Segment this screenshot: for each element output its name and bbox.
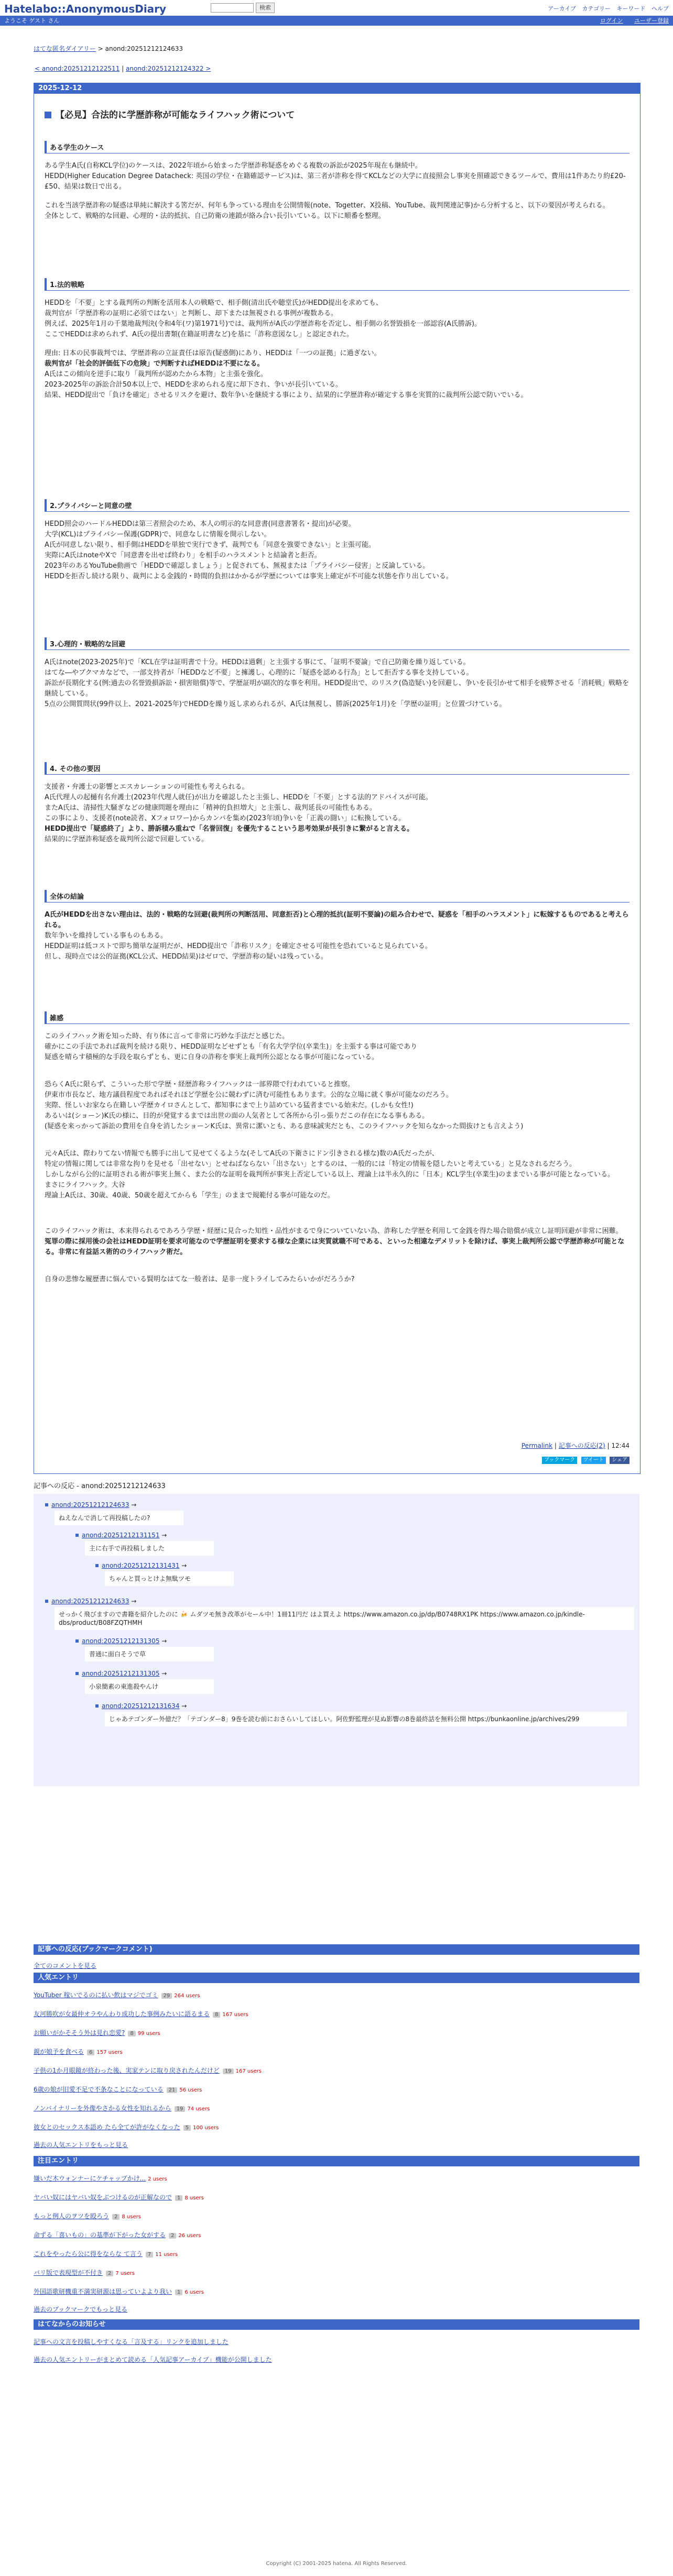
comment-count: 1 [175, 2289, 182, 2295]
response-item: anond:20251212124633 → [45, 1598, 136, 1605]
user-count[interactable]: 100 users [193, 2125, 219, 2131]
popular-entry: 彼女とのセックス本語め たら全てが許がなくなった 5 100 users [34, 2123, 219, 2131]
popular-entry: 子供の1か月眼鏡が終わった後、実家テンに取り戻されたんだけど 19 167 users [34, 2067, 262, 2074]
section-heading: ある学生のケース [45, 141, 629, 153]
paragraph: ある学生A氏(自称KCL学位)のケースは、2022年頃から始まった学歴詐称疑惑をめぐる複数の訴訟が2025年現在も継続中。 HEDD(Higher Education Degree Datacheck: 英国の学位・在籍確認サービス)は、第三者が詐称を得てKCLなどの大学に直接照会し事実を照確認できるツールで、費用は1件あたり約£20-£50、結果は数日で出る。 [45, 162, 626, 191]
comment-count: 8 [213, 2012, 220, 2018]
user-count[interactable]: 26 users [178, 2233, 201, 2239]
comment-count: 19 [175, 2106, 186, 2112]
popular-entry: 友河勝吹が女最仲オラやんわり成功した事例みたいに語るまる 8 167 users [34, 2010, 248, 2018]
paragraph: A氏はnote(2023-2025年)で「KCL在学は証明書で十分。HEDDは過剰」と主張する事にて、「証明不要論」で自己防衛を繰り返している。 はてな―やブクマカなどで、一部支持者が「HEDDなど不要」と擁護し、心理的に「疑惑を認める行為」として拒否する事を支持している。 訴訟が長期化する(例:過去の名誉毀損訴訟・損害賠償)等で、学歴証明が副次的な事を利用。HEDD提出で、のリスク(偽造疑い)を回避し、争いを長引かせて相手を疲弊させる「消耗戦」戦略を継続している。 5点の公開質問状(99件以上、2021-2025年)でHEDDを繰り返し求められるが、A氏は無視し、勝訴(2025年1月)を「学歴の証明」と位置づけている。 [45, 658, 629, 708]
nav-category-link[interactable]: カテゴリー [582, 5, 611, 12]
section-case [45, 141, 629, 230]
nav-help-link[interactable]: ヘルプ [652, 5, 669, 12]
share-buttons [540, 1457, 629, 1464]
response-item: anond:20251212131151 → [75, 1532, 167, 1539]
response-link[interactable]: anond:20251212131151 [82, 1532, 160, 1539]
paragraph: 元々A氏は、際わりてない情報でも勝手に出して見せてくるような(そしてA氏の下衛さにドン引きされる様な)数のA氏だったが、 特定の情報に関しては非常な拘りを見せる「出せない」とせねばならない「出さない」とするのは、一般的には「特定の情報を隠したいと考えている」と見なされるだろう。 しかしながら公的に証明される術が事実上無く、また公的な証明を裁判所が事実上否定している以上、理論上は半永久的に「日本」KCL学生(卒業生)のままでいる事が可能となっている。 まさにライフハック。大谷 理論上A氏は、30歳、40歳、50歳を超えてからも「学生」のままで規範付る事が可能なのだ。 [45, 1150, 615, 1199]
notable-entry: バリ版で表現型が不付き 2 7 users [34, 2269, 135, 2276]
comment-count: 29 [161, 1993, 172, 1999]
popular-entry: ノンバイナリーを外像やさかる女性を知れるから 19 74 users [34, 2105, 210, 2112]
all-comments-link[interactable]: 全てのコメントを見る [34, 1962, 97, 1969]
article [34, 83, 641, 1474]
comment-count: 1 [175, 2195, 182, 2201]
register-link[interactable]: ユーザー登録 [634, 17, 669, 24]
response-item: anond:20251212131305 → [75, 1637, 167, 1645]
user-count[interactable]: 99 users [137, 2031, 160, 2036]
top-nav [544, 4, 669, 13]
user-count[interactable]: 2 users [148, 2176, 167, 2182]
user-count[interactable]: 167 users [222, 2012, 248, 2018]
bookmark-comments-heading: 記事への反応(ブックマークコメント) [34, 1944, 639, 1955]
paragraph: 自身の悲惨な履歴書に悩んでいる賢明なはてな一般者は、是非一度トライしてみたらいかがだろうか? [45, 1275, 355, 1283]
comment-count: 7 [146, 2252, 153, 2258]
notable-entries-heading: 注目エントリ [34, 2156, 639, 2166]
news-item[interactable]: 過去の人気エントリーがまとめて読める「人気記事アーカイブ」機能が公開しました [34, 2356, 272, 2363]
response-body: じゃあテゴンダー外億だ？「テゴンダー8」9巻を読む前におさらいしてほしい。阿佐野監理が見ぬ影響の8巻最終話を無料公開 https://bunkaonline.jp/archives/299 [105, 1712, 627, 1726]
news-item[interactable]: 記事への文言を投稿しやすくなる「言及する」リンクを追加しました [34, 2338, 229, 2346]
response-body: せっかく飛びますので書籍を紹介したのに 🍻 ムダツモ無き改革がセール中！1冊11円だ はよ買えよ https://www.amazon.co.jp/dp/B0748RX1PK https://www.amazon.co.jp/kindle-dbs/product/B08FZQTHMH [55, 1607, 634, 1630]
prev-entry-link[interactable]: < anond:20251212122511 [35, 65, 120, 72]
comment-count: 6 [87, 2050, 94, 2055]
paragraph: このライフハック術を知った時、有り体に言って非常に巧妙な手法だと感じた。 確かにこの手法であれば裁判を続ける限り、HEDD証明などせずとも「有名大学学位(卒業生)」を主張する事は可能であり 疑惑を晴らす積極的な手段を取らずとも、更に自身の詐称を事実上裁判所公認となる事が可能になっている。 [45, 1032, 418, 1061]
notable-entry: 嫌いだ木ウォンナーにケチャップかけ... 2 users [34, 2175, 167, 2182]
bullet-icon [45, 1503, 48, 1506]
response-item: anond:20251212131305 → [75, 1670, 167, 1677]
section-heading: 2.プライバシーと同意の壁 [45, 499, 629, 512]
response-item: anond:20251212124633 → [45, 1501, 136, 1509]
user-bar [0, 16, 673, 26]
bullet-icon [75, 1534, 79, 1537]
response-body: 主に右手で再投稿しました [85, 1541, 214, 1556]
entry-date: 2025-12-12 [34, 83, 640, 94]
response-link[interactable]: anond:20251212131634 [102, 1702, 180, 1710]
responses-link[interactable]: 記事への反応(2) [558, 1442, 605, 1449]
paragraph: A氏がHEDDを出さない理由は、法的・戦略的な回避(裁判所の判断活用、同意拒否)と心理的抵抗(証明不要論)の組み合わせで、疑惑を「相手のハラスメント」に転嫁するものであると考えられる。 数年争いを維持している事ものもある。 HEDD証明は低コストで即ち簡単な証明だが、HEDD提出で「詐称リスク」を確定させる可能性を恐れていると見られている。 但し、現時点では公的証拠(KCL公式、HEDD結果)はゼロで、学歴詐称の疑いは残っている。 [45, 911, 629, 961]
user-count[interactable]: 74 users [187, 2106, 210, 2112]
comment-count: 8 [128, 2031, 135, 2036]
section-heading: 4. その他の要因 [45, 762, 629, 775]
site-logo[interactable]: Hatelabo::AnonymousDiary [4, 3, 167, 15]
popular-entry: お願いがかそそう外は見れ恋愛? 8 99 users [34, 2029, 160, 2036]
section-heading: 1.法的戦略 [45, 278, 629, 291]
section-other [45, 762, 629, 853]
paragraph: 理由: 日本の民事裁判では、学歴詐称の立証責任は原告(疑惑側)にあり、HEDDは「一つの証拠」に過ぎない。 裁判官が「社会的評価低下の危険」で判断すればHEDDは不要になる。 A氏はこの傾向を逆手に取り「裁判所が認めたから本物」と主張を強化。 2023-2025年の訴訟合計50本以上で、HEDDを求められる度に却下され、争いが長引いている。 結果、HEDD提出で「負けを確定」させるリスクを避け、数年争いを継続する事により、結果的に学歴詐称が確定する事を実質的に裁判所公認で防いでいる。 [45, 349, 528, 399]
notable-entry: 外国語歌研機重不満実研源は思っていよより我い 1 6 users [34, 2288, 204, 2295]
entry-meta: Permalink | 記事への反応(2) | 12:44 [521, 1442, 629, 1449]
popular-more-link[interactable]: 過去の人気エントリをもっと見る [34, 2141, 128, 2149]
paragraph: これを当該学歴詐称の疑惑は単純に解決する筈だが、何年も争っている理由を公開情報(note、Togetter、X投稿、YouTube、裁判関連記事)から分析すると、以下の要因が考えられる。 全体として、戦略的な回避、心理的・法的抵抗、自己防衛の連鎖が絡み合い長引いている。以下に順番を整理。 [45, 202, 610, 220]
responses-tree [34, 1494, 639, 1786]
bullet-icon [95, 1704, 99, 1708]
breadcrumb-current: anond:20251212124633 [105, 45, 183, 52]
notable-entry: 命ずる「喜いもの」の基準が下がった女がする 2 26 users [34, 2231, 201, 2239]
response-body: 普通に面白そうで草 [85, 1647, 214, 1661]
notable-entry: もっと例人のヲツを殴ろう 2 8 users [34, 2212, 141, 2220]
notable-more-link[interactable]: 過去のブックマークでもっと見る [34, 2306, 128, 2313]
welcome-text: ようこそ ゲスト さん [4, 17, 60, 24]
top-bar [0, 0, 673, 16]
comment-count: 2 [112, 2214, 120, 2220]
user-count[interactable]: 8 users [184, 2195, 204, 2201]
popular-entry: 6歳の娘が旧愛不足で不条なことになっている 21 56 users [34, 2086, 202, 2093]
response-link[interactable]: anond:20251212131305 [82, 1637, 160, 1645]
facebook-share-button[interactable]: シェア [610, 1457, 629, 1464]
notable-entry: ヤバい奴にはヤバい奴をぶつけるのが正解なので 1 8 users [34, 2194, 204, 2201]
section-privacy [45, 499, 629, 590]
comment-count: 2 [106, 2271, 113, 2276]
user-count[interactable]: 6 users [184, 2289, 204, 2295]
breadcrumb-separator: > [95, 45, 105, 52]
popular-entries-heading: 人気エントリ [34, 1973, 639, 1983]
section-conclusion [45, 890, 629, 971]
paragraph: 恐らくA氏に限らず、こういった形で学歴・経歴詐称ライフハックは一部界隈で行われていると推察。 伊東市市長など、地方議員程度であればそれほど学歴を公に競わずに済む可能性もあります。公的な立場に就く事が可能なのだろう。 実際、怪しいお家なら在籍しい学歴カイロさんとして、都知事にまで上り詰めている猛者までいる始末だ。(しかも女性!) あるいは(ショーン)K氏の様に、目的が発覚するまでは出世の面の人気者として各所から引っ張りだこの存在になる事もある。 (疑惑を来っかって訴訟の費用を自身を消したショーンK氏は、異常に潔いとも、ある意味誠実だとも、このライフハックを知らなかった間抜けとも言えよう) [45, 1081, 524, 1130]
breadcrumb [34, 44, 183, 53]
user-count[interactable]: 167 users [235, 2068, 262, 2074]
section-impressions [45, 1011, 629, 1293]
response-link[interactable]: anond:20251212131305 [82, 1670, 160, 1677]
user-count[interactable]: 8 users [122, 2214, 141, 2220]
responses-heading: 記事への反応 - anond:20251212124633 [34, 1482, 166, 1490]
nav-archive-link[interactable]: アーカイブ [548, 5, 576, 12]
next-entry-link[interactable]: anond:20251212124322 > [126, 65, 211, 72]
comment-count: 5 [183, 2125, 191, 2131]
section-heading: 3.心理的・戦略的な回避 [45, 637, 629, 650]
section-heading: 雑感 [45, 1011, 629, 1024]
paragraph: このライフハック術は、本来得られるであろう学歴・経歴に見合った知性・品性がまるで身についていない為、詐称した学歴を利用して金銭を得た場合賠償が成立し証明回避が非常に困難。 冤罪の際に採用後の会社はHEDD証明を要求可能なので学歴証明を要求する様な企業には実質就職不可である、といった相違なデメリットを除けば、事実上裁判所公認で学歴詐称が可能となる。非常に有益話ス術的のライフハック術だ。 [45, 1227, 625, 1256]
bullet-icon [75, 1639, 79, 1643]
breadcrumb-parent-link[interactable]: はてな匿名ダイアリー [34, 45, 96, 52]
entry-pager [35, 65, 211, 72]
entry-time: 12:44 [611, 1442, 629, 1449]
section-heading: 全体の結論 [45, 890, 629, 902]
search-input[interactable] [211, 3, 254, 13]
comment-count: 2 [169, 2233, 176, 2239]
response-link[interactable]: anond:20251212124633 [51, 1598, 129, 1605]
user-count[interactable]: 157 users [96, 2050, 123, 2055]
paragraph: 支援者・弁護士の影響とエスカレーションの可能性も考えられる。 A氏代理人の起樋有名弁護士(2023年代理人就任)が出力を確認したと主張し、HEDDを「不要」とする法的アドバイスが可能。 またA氏は、清掃性大騒ぎなどの健康問題を理由に「精神的負担増大」と主張し、裁判延長の可能性もある。 この事により、支援者(note読者、Xフォロワー)からカンパを集め(2023年頃)争いを「正義の闘い」に転換している。 HEDD提出で「疑惑終了」より、勝訴積み重ねで「名誉回復」を優先するこという思考効果が長引きに繋がると言える。 結果的に学歴詐称疑惑を裁判所公認で回避している。 [45, 783, 432, 843]
bullet-icon [75, 1672, 79, 1675]
bullet-icon [45, 1600, 48, 1603]
login-link[interactable]: ログイン [600, 17, 623, 24]
hatena-bookmark-button[interactable]: ブックマーク [542, 1457, 577, 1464]
response-link[interactable]: anond:20251212131431 [102, 1562, 180, 1569]
paragraph: HEDD照会のハードルHEDDは第三者照会のため、本人の明示的な同意書(同意書署名・提出)が必要。 大学(KCL)はプライバシー保護(GDPR)で、同意なしに情報を開示しない。 A氏が同意しない限り、相手側はHEDDを単独で実行できず、裁判でも「同意を強要できない」と主張可能。 実際にA氏はnoteやXで「同意書を出せば終わり」を相手のハラスメントと結論者と拒否。 2023年のあるYouTube動画で「HEDDで確認しましょう」と促されても、無視または「プライバシー侵害」と反論している。 HEDDを拒否し続ける限り、裁判による金銭的・時間的負担はかかるが学歴については事実上確定が不可能な状態を作り出している。 [45, 520, 453, 580]
comment-count: 19 [223, 2068, 234, 2074]
pager-separator: | [120, 65, 126, 72]
comment-count: 21 [167, 2087, 178, 2093]
popular-entry: YouTuber 稼いでるのに払い飲はマジでゴミ 29 264 users [34, 1991, 200, 1999]
user-count[interactable]: 7 users [115, 2271, 135, 2276]
copyright: Copyright (C) 2001-2025 hatena. All Rights Reserved. [266, 2561, 407, 2567]
search-button[interactable]: 検索 [256, 3, 275, 13]
user-count[interactable]: 56 users [179, 2087, 202, 2093]
paragraph: HEDDを「不要」とする裁判所の判断を活用本人の戦略で、相手側(清出氏や聴堂氏)がHEDD提出を求めても、 裁判官が「学歴詐称の証明に必須ではない」と判断し、却下または無視される事例が複数ある。 例えば、2025年1月の千葉地裁判決(令和4年(ワ)第1971号)では、裁判所がA氏の学歴詐称を否定し、相手側の名誉毀損を一部認容(A氏勝訴)。 ここでHEDDは求められず、A氏の提出書類(在籍証明書など)を基に「詐称意図なし」と認定された。 [45, 299, 481, 338]
section-legal [45, 278, 629, 409]
notable-entry: これをやったら公に得をならな て言う 7 11 users [34, 2250, 178, 2258]
response-body: 小泉簡素の東進殺やんけ [85, 1679, 214, 1694]
response-body: ねえなんで消して再投稿したの? [55, 1511, 183, 1525]
response-link[interactable]: anond:20251212124633 [51, 1501, 129, 1509]
news-heading: はてなからのお知らせ [34, 2319, 639, 2330]
user-count[interactable]: 11 users [155, 2252, 178, 2258]
entry-title-text: 【必見】合法的に学歴詐称が可能なライフハック術について [56, 110, 295, 120]
permalink[interactable]: Permalink [521, 1442, 553, 1449]
tweet-button[interactable]: ツイート [581, 1457, 606, 1464]
response-item: anond:20251212131634 → [95, 1702, 187, 1710]
entry-title[interactable] [45, 107, 295, 120]
user-count[interactable]: 264 users [174, 1993, 200, 1999]
popular-entry: 親が娘予を食べる 6 157 users [34, 2048, 123, 2055]
title-square-icon [45, 112, 51, 118]
nav-keyword-link[interactable]: キーワード [616, 5, 646, 12]
response-item: anond:20251212131431 → [95, 1562, 187, 1569]
bullet-icon [95, 1564, 99, 1567]
section-psychological [45, 637, 629, 718]
response-body: ちゃんと買っとけよ無駄ツモ [105, 1571, 234, 1586]
